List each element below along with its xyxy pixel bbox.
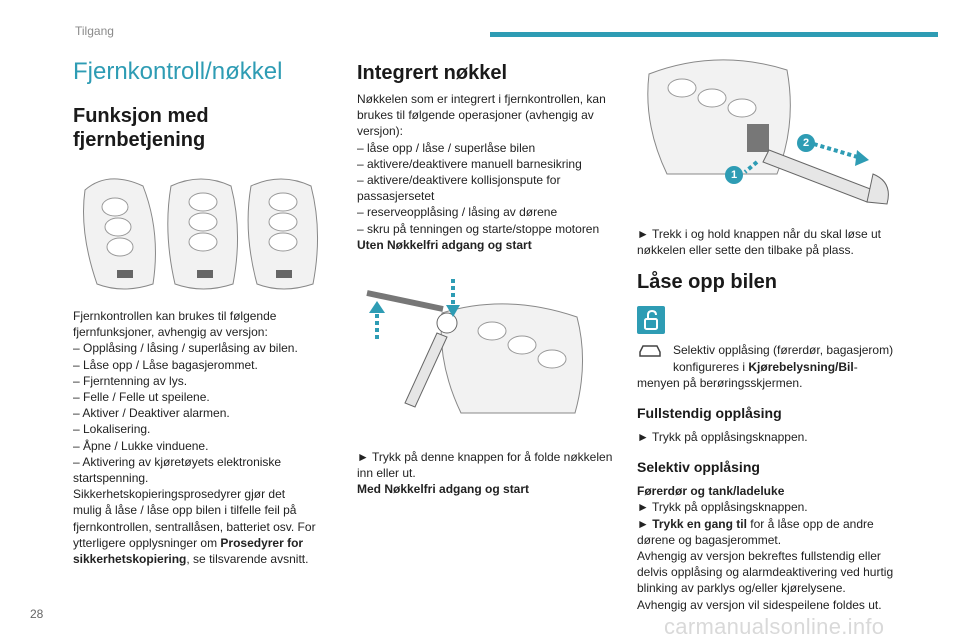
list-item: – Åpne / Lukke vinduene. (73, 438, 209, 453)
note-text: Selektiv opplåsing (førerdør, bagasjerom) (673, 343, 894, 358)
driver-door-title: Førerdør og tank/ladeluke (637, 484, 785, 499)
list-item: – Lokalisering. (73, 422, 151, 437)
list-item: – Opplåsing / låsing / superlåsing av bilen. (73, 341, 298, 356)
fold-key-instruction (357, 449, 615, 498)
heading-remote-functions (73, 104, 328, 152)
list-item: – Aktivering av kjøretøyets elektroniske (73, 454, 282, 469)
step-line: ► Trykk på opplåsingsknappen. (637, 500, 808, 515)
unlock-icon-row (637, 306, 907, 334)
list-item: – skru på tenningen og starte/stoppe motoren (357, 221, 600, 236)
note-line: menyen på berøringsskjermen. (637, 375, 803, 390)
list-item: – Fjerntenning av lys. (73, 373, 188, 388)
text-line: fjernkontrollen, sentrallåsen, batteriet osv. For (73, 519, 316, 534)
fold-key-illustration (357, 273, 615, 423)
selective-unlock-text (637, 483, 907, 613)
watermark: carmanualsonline.info (664, 614, 885, 639)
text-span: , se tilsvarende avsnitt. (186, 552, 309, 567)
text-line: brukes til følgende operasjoner (avhengig av (357, 108, 594, 123)
release-key-illustration (637, 54, 907, 222)
menu-name-bold: Kjørebelysning/Bil (748, 359, 854, 374)
instruction-line: ► Trykk på denne knappen for å folde nøkkelen (357, 450, 613, 465)
release-key-icon (637, 54, 907, 222)
section-label: Tilgang (75, 24, 114, 38)
header-accent-bar (490, 32, 938, 37)
step-line (637, 516, 907, 532)
instruction-line: nøkkelen eller sette den tilbake på plass. (637, 243, 854, 258)
heading-integrated-key: Integrert nøkkel (357, 62, 508, 84)
text-line: blinking av parklys og/eller kjørelysene. (637, 581, 846, 596)
fold-key-icon (357, 273, 615, 423)
heading-line-1: Funksjon med (73, 105, 209, 127)
column-unlock-car (637, 58, 907, 613)
list-item: – låse opp / låse / superlåse bilen (357, 140, 536, 155)
text-line: Avhengig av versjon vil sidespeilene foldes ut. (637, 597, 882, 612)
text-line: Avhengig av versjon bekreftes fullstendig eller (637, 549, 881, 564)
remote-keys-icon (73, 172, 328, 292)
heading-line-2: fjernbetjening (73, 129, 206, 151)
text-line (73, 551, 328, 567)
text-line: fjernfunksjoner, avhengig av versjon: (73, 325, 268, 340)
note-text: - (853, 359, 858, 374)
list-item: – aktivere/deaktivere manuell barnesikring (357, 156, 582, 171)
list-item: – Aktiver / Deaktiver alarmen. (73, 406, 230, 421)
column-integrated-key (357, 58, 615, 498)
subheading-selective-unlock: Selektiv opplåsing (637, 459, 760, 476)
list-item: passasjersetet (357, 189, 435, 204)
selective-unlock-note (637, 342, 907, 391)
release-key-instruction (637, 226, 907, 258)
note-text: konfigureres i (673, 359, 749, 374)
text-line: Nøkkelen som er integrert i fjernkontrollen, kan (357, 92, 606, 106)
car-icon (637, 342, 663, 358)
callout-badge-2 (797, 134, 815, 152)
subhead-without-keyless: Uten Nøkkelfri adgang og start (357, 237, 532, 252)
list-item: – Felle / Felle ut speilene. (73, 390, 210, 405)
full-unlock-text: ► Trykk på opplåsingsknappen. (637, 430, 808, 445)
subheading-full-unlock: Fullstendig opplåsing (637, 405, 782, 422)
text-span: ytterligere opplysninger om (73, 535, 221, 550)
step-line: dørene og bagasjerommet. (637, 532, 782, 547)
callout-number: 2 (802, 137, 810, 149)
unlock-icon (637, 306, 665, 334)
list-item: – Låse opp / Låse bagasjerommet. (73, 357, 258, 372)
text-line: Sikkerhetskopieringsprosedyrer gjør det (73, 487, 286, 502)
text-line: startspenning. (73, 471, 149, 486)
callout-badge-1 (725, 166, 743, 184)
remote-functions-text (73, 308, 328, 567)
reference-bold: Prosedyrer for (220, 535, 304, 550)
list-item: – reserveopplåsing / låsing av dørene (357, 205, 558, 220)
subhead-with-keyless: Med Nøkkelfri adgang og start (357, 482, 530, 497)
text-line: mulig å låse / låse opp bilen i tilfelle feil på (73, 503, 297, 518)
text-line: delvis opplåsing og alarmdeaktivering ved hurtig (637, 565, 894, 580)
heading-unlock-car: Låse opp bilen (637, 271, 778, 294)
list-item: – aktivere/deaktivere kollisjonspute for (357, 173, 561, 188)
instruction-line: ► Trekk i og hold knappen når du skal løse ut (637, 227, 882, 241)
reference-bold: sikkerhetskopiering (73, 552, 187, 567)
three-remotes-illustration (73, 172, 328, 292)
text-line: versjon): (357, 124, 404, 139)
text-line (73, 535, 328, 551)
note-line (637, 359, 907, 375)
column-remote-functions (73, 58, 328, 567)
step-text: for å låse opp de andre (746, 516, 874, 531)
chapter-title: Fjernkontroll/nøkkel (73, 58, 283, 85)
note-line (637, 342, 907, 358)
instruction-line: inn eller ut. (357, 466, 416, 481)
callout-number: 1 (730, 169, 738, 181)
step-bold: ► Trykk en gang til (637, 516, 747, 531)
text-line: Fjernkontrollen kan brukes til følgende (73, 309, 277, 323)
page-number: 28 (30, 607, 44, 621)
integrated-key-text (357, 91, 615, 253)
